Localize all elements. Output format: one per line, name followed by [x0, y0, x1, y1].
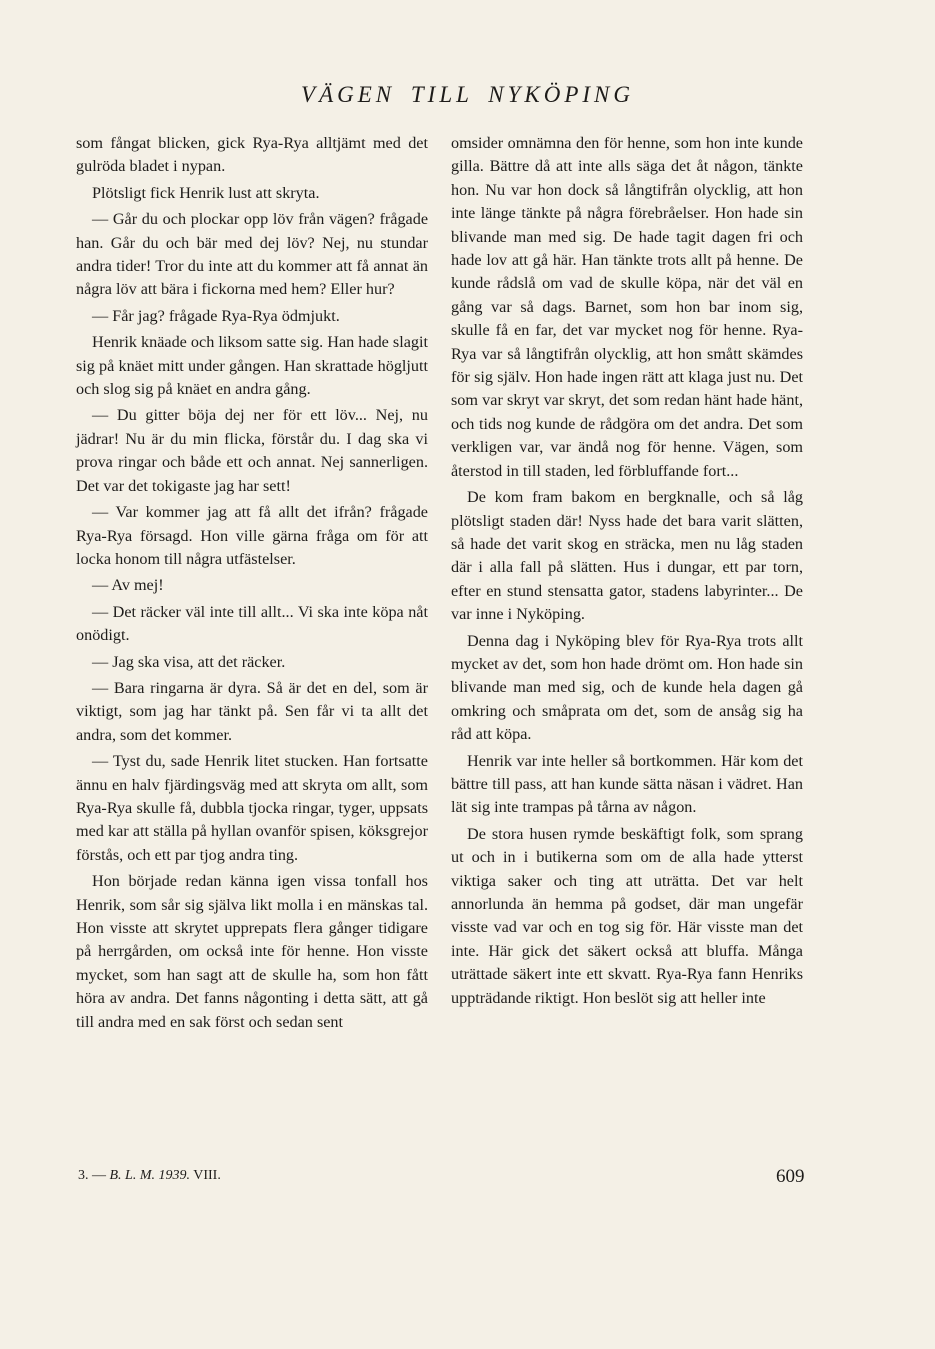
right-column	[451, 132, 803, 1010]
paragraph: — Det räcker väl inte till allt... Vi ska inte köpa nåt onödigt.	[76, 602, 428, 645]
paragraph: — Var kommer jag att få allt det ifrån? frågade Rya-Rya försagd. Hon ville gärna fråga om för att locka honom till några utfästelser.	[76, 503, 428, 568]
paragraph: Henrik knäade och liksom satte sig. Han hade slagit sig på knäet mitt under gången. Han skrattade högljutt och slog sig på knäet en andra gång.	[76, 333, 428, 399]
paragraph: — Jag ska visa, att det räcker.	[92, 652, 286, 671]
page-number: 609	[776, 1166, 805, 1187]
paragraph: Henrik var inte heller så bortkommen. Här kom det bättre till pass, att han kunde sätta näsan i vädret. Han lät sig inte trampas på tårna av någon.	[451, 751, 803, 817]
paragraph: De stora husen rymde beskäftigt folk, som sprang ut och in i butikerna som om de alla hade ytterst viktiga saker och ting att uträtta. Det var helt annorlunda än hemma på godset, där man ungefär visste vad var och en tog sig för. Här visste man det inte. Här gick det säkert också att bluffa. Många uträttade säkert inte ett skvatt. Rya-Rya fann Henriks uppträdande riktigt. Hon beslöt sig att heller inte	[451, 824, 803, 1007]
paragraph: Plötsligt fick Henrik lust att skryta.	[92, 183, 320, 202]
paragraph: — Får jag? frågade Rya-Rya ödmjukt.	[92, 306, 340, 325]
footer-signature	[78, 1168, 221, 1184]
paragraph: — Av mej!	[92, 576, 164, 595]
left-column	[76, 132, 428, 1034]
paragraph: De kom fram bakom en bergknalle, och så låg plötsligt staden där! Nyss hade det bara varit slätten, så hade det varit skog en sträcka, men nu låg staden där i alla fall på slätten. Hus i dungar, ett par torn, efter en stund stensatta gator, stadens labyrinter... De var inne i Nyköping.	[451, 488, 803, 624]
paragraph: — Bara ringarna är dyra. Så är det en del, som är viktigt, som jag har tänkt på. Sen får vi ta allt det andra, som det kommer.	[76, 678, 428, 744]
issue-label: VIII.	[193, 1168, 221, 1183]
journal-label: B. L. M. 1939.	[109, 1168, 190, 1183]
signature-prefix: 3. —	[78, 1168, 106, 1183]
paragraph: omsider omnämna den för henne, som hon inte kunde gilla. Bättre då att inte alls säga det åt någon, tänkte hon. Nu var hon dock så långtifrån olycklig, att hon inte länge tänkte på några förebråelser. Hon hade sin blivande man med sig. De hade tagit dagen fri och hade lov att gå här. Han tänkte trots allt på henne. De kunde rådslå om vad de skulle köpa, när det väl en gång var så dags. Barnet, som hon bar inom sig, skulle få en far, det var mycket nog för henne. Rya-Rya var så långtifrån olycklig, att hon smått skämdes för sig själv. Hon hade ingen rätt att klaga just nu. Det som var skryt var skryt, det som redan hänt hade hänt, och tids nog kunde de rådgöra om det andra. Det som verkligen var, var ändå nog för henne. Vägen, som återstod in till staden, led förbluffande fort...	[451, 134, 803, 480]
running-header: VÄGEN TILL NYKÖPING	[301, 82, 634, 107]
paragraph: Hon började redan känna igen vissa tonfall hos Henrik, som sår sig själva likt molla i en mänskas tal. Hon visste att skrytet upprepats flera gånger tidigare på herrgården, om också inte för henne. Hon visste mycket, som han sagt att de skulle ha, som hon fått höra av andra. Det fanns någonting i detta sätt, att gå till andra med en sak först och sedan sent	[76, 872, 428, 1031]
paragraph: Denna dag i Nyköping blev för Rya-Rya trots allt mycket av det, som hon hade drömt om. Hon hade sin blivande man med sig, och de kunde hela dagen gå omkring och småprata om det, som de ansåg sig ha råd att köpa.	[451, 631, 803, 744]
paragraph: som fångat blicken, gick Rya-Rya alltjämt med det gulröda bladet i nypan.	[76, 134, 428, 176]
paragraph: — Du gitter böja dej ner för ett löv... Nej, nu jädrar! Nu är du min flicka, förstår du. I dag ska vi prova ringar och både ett och annat. Nej sannerligen. Det var det tokigaste jag har sett!	[76, 406, 428, 495]
paragraph: — Tyst du, sade Henrik litet stucken. Han fortsatte ännu en halv fjärdingsväg med att skryta om allt, som Rya-Rya skulle få, dubbla tjocka ringar, tyger, uppsats med kar att ställa på hyllan ovanför spisen, köksgrejor förstås, och ett par tjog andra ting.	[76, 752, 428, 864]
paragraph: — Går du och plockar opp löv från vägen? frågade han. Går du och bär med dej löv? Nej, nu stundar andra tider! Tror du inte att du kommer att få annat än några löv att bära i fickorna med hem? Eller hur?	[76, 210, 428, 299]
